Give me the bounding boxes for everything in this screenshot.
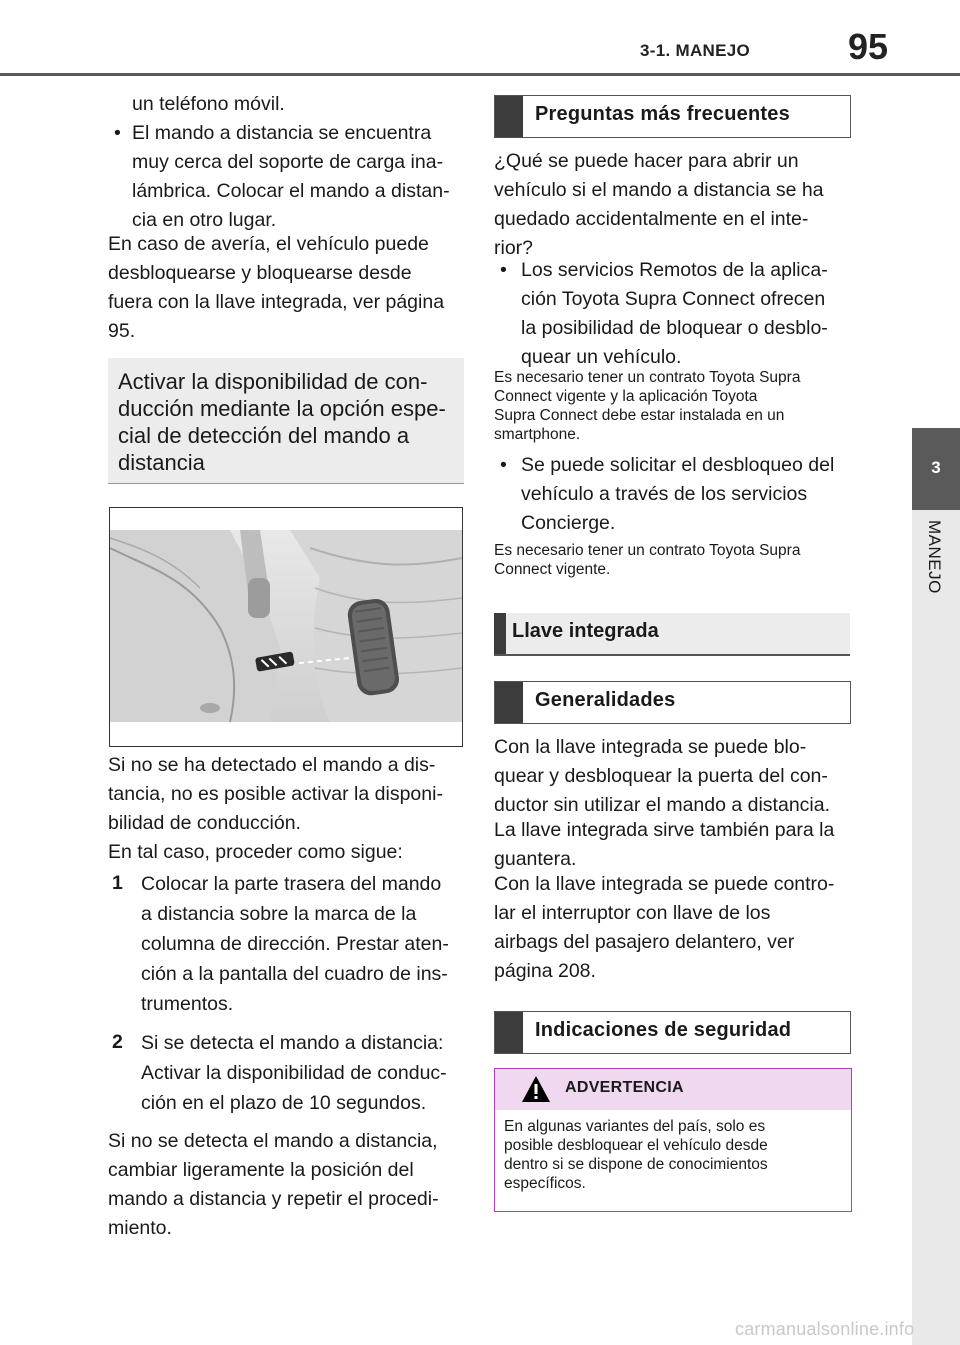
heading-general: Generalidades (494, 681, 851, 724)
heading-marker (494, 613, 506, 654)
step-number: 2 (112, 1031, 123, 1053)
chapter-sidebar (912, 510, 960, 1345)
heading-marker (495, 96, 523, 137)
paragraph: En caso de avería, el vehículo puede desbloquearse y bloquearse desde fuera con la llave integrada, ver página 95. (108, 233, 445, 342)
warning-text: En algunas variantes del país, solo es posible desbloquear el vehículo desde dentro si se dispone de conocimientos específicos. (504, 1118, 768, 1192)
heading-key: Llave integrada (494, 613, 850, 656)
paragraph: La llave integrada sirve también para la guantera. (494, 819, 835, 870)
heading-safety: Indicaciones de seguridad (494, 1011, 851, 1054)
paragraph: En tal caso, proceder como sigue: (108, 841, 403, 863)
bullet-text: Los servicios Remotos de la aplica- ción Toyota Supra Connect ofrecen la posibilidad de bloquear o desblo- quear un vehículo. (521, 259, 828, 368)
bullet-text: El mando a distancia se encuentra muy cerca del soporte de carga ina- lámbrica. Colocar el mando a distan- cia en otro lugar. (132, 122, 450, 231)
page-number: 95 (848, 26, 889, 67)
figure-steering-column (109, 507, 463, 747)
step-text: Si se detecta el mando a distancia: Activar la disponibilidad de conduc- ción en el plazo de 10 segundos. (141, 1032, 447, 1114)
illustration-steering-column (110, 508, 462, 746)
faq-question: ¿Qué se puede hacer para abrir un vehículo si el mando a distancia se ha quedado accidentalmente en el inte- rior? (494, 150, 824, 259)
step-number: 1 (112, 872, 123, 894)
intro-continuation: un teléfono móvil. (132, 93, 285, 115)
paragraph: Con la llave integrada se puede contro- lar el interruptor con llave de los airbags del pasajero delantero, ver página 208. (494, 873, 835, 982)
heading-marker (495, 1012, 523, 1053)
warning-triangle-icon (521, 1075, 551, 1103)
warning-box (494, 1068, 852, 1212)
note: Es necesario tener un contrato Toyota Supra Connect vigente. (494, 542, 801, 578)
paragraph: Si no se ha detectado el mando a dis- tancia, no es posible activar la disponi- bilidad de conducción. (108, 754, 443, 834)
heading-marker (495, 682, 523, 723)
chapter-number: 3 (931, 458, 941, 477)
step-text: Colocar la parte trasera del mando a distancia sobre la marca de la columna de dirección. Prestar aten- ción a la pantalla del cuadro de ins- trumentos. (141, 873, 449, 1015)
bullet-marker: • (500, 454, 507, 476)
warning-header (495, 1069, 851, 1110)
section-title: 3-1. MANEJO (640, 41, 751, 60)
heading-faq: Preguntas más frecuentes (494, 95, 851, 138)
header-rule (0, 73, 960, 76)
paragraph: Con la llave integrada se puede blo- quear y desbloquear la puerta del con- ductor sin utilizar el mando a distancia. (494, 736, 831, 816)
note: Es necesario tener un contrato Toyota Supra Connect vigente y la aplicación Toyota Supra Connect debe estar instalada en un smartphone. (494, 369, 801, 443)
subheading-box (108, 358, 464, 484)
bullet-marker: • (114, 122, 121, 144)
footer-watermark: carmanualsonline.info (735, 1319, 915, 1339)
warning-title: ADVERTENCIA (565, 1079, 684, 1096)
subheading: Activar la disponibilidad de con- ducción mediante la opción espe- cial de detección del mando a distancia (118, 369, 446, 475)
chapter-label: MANEJO (925, 520, 944, 594)
bullet-text: Se puede solicitar el desbloqueo del vehículo a través de los servicios Concierge. (521, 454, 835, 534)
paragraph: Si no se detecta el mando a distancia, cambiar ligeramente la posición del mando a distancia y repetir el procedi- miento. (108, 1130, 439, 1239)
chapter-tab (912, 428, 960, 510)
bullet-marker: • (500, 259, 507, 281)
